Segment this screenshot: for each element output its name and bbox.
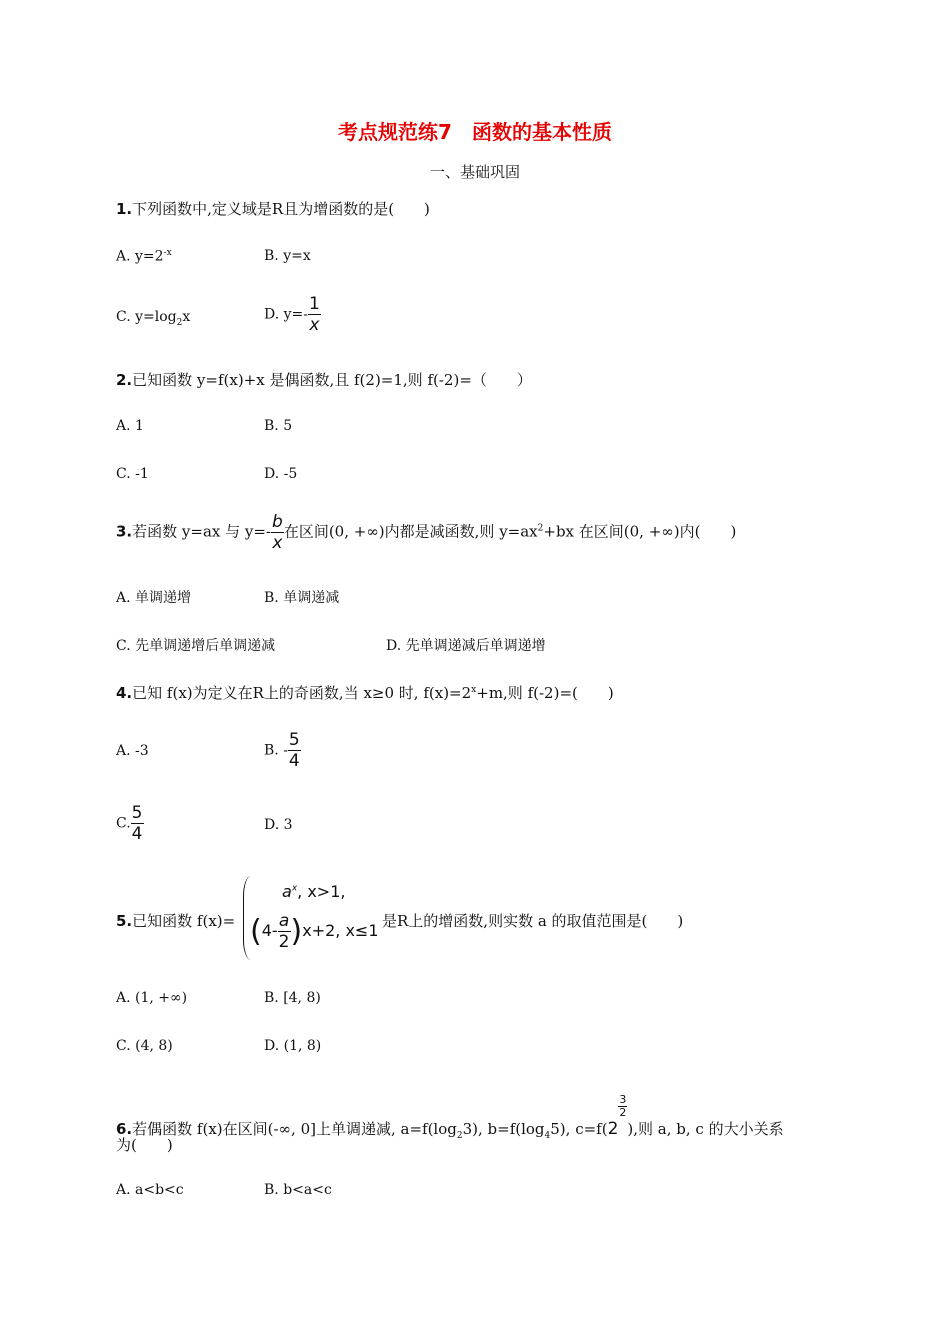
denominator: 2 [619, 1106, 627, 1119]
condition: , x>1, [297, 882, 346, 901]
section-heading: 一、基础巩固 [429, 163, 520, 181]
fraction [308, 294, 321, 335]
denominator: 4 [131, 824, 143, 844]
numerator: a [278, 911, 290, 931]
q2-option-d: D. -5 [264, 466, 298, 482]
question-5-stem-end: 是R上的增函数,则实数 a 的取值范围是( ) [382, 912, 684, 930]
q3-option-c: C. 先单调递增后单调递减 [116, 638, 276, 654]
option-text: B. - [264, 742, 288, 759]
question-stem: 已知函数 y=f(x)+x 是偶函数,且 f(2)=1,则 f(-2)=（ ） [132, 371, 532, 389]
numerator: 3 [619, 1093, 627, 1106]
question-stem: 若函数 y=ax 与 y=- [132, 522, 272, 541]
question-stem: 下列函数中,定义域是R且为增函数的是( ) [132, 200, 430, 218]
base: a [282, 882, 292, 901]
question-number: 2. [116, 371, 133, 389]
denominator: x [309, 315, 320, 335]
denominator: 2 [278, 932, 290, 952]
question-number: 6. [116, 1120, 133, 1138]
fraction [288, 730, 301, 771]
denominator: x [272, 533, 283, 553]
q4-option-c [116, 803, 144, 844]
q1-option-d [264, 294, 321, 335]
left-paren: ( [250, 914, 262, 949]
question-stem: +bx 在区间(0, +∞)内( ) [543, 522, 737, 541]
question-number: 4. [116, 684, 133, 702]
q5-option-c: C. (4, 8) [116, 1038, 173, 1054]
question-2 [116, 369, 532, 390]
question-stem: 5), c=f( [550, 1120, 608, 1138]
piecewise-case-2 [250, 911, 379, 952]
exponent-fraction [618, 1094, 627, 1119]
q5-option-d: D. (1, 8) [264, 1038, 322, 1054]
expression: 4- [261, 921, 278, 940]
question-stem: 已知 f(x)为定义在R上的奇函数,当 x≥0 时, f(x)=2 [132, 684, 472, 702]
question-number: 5. [116, 912, 133, 930]
fraction [271, 512, 284, 553]
q1-option-b: B. y=x [264, 248, 311, 264]
expression: x+2, x≤1 [302, 921, 379, 940]
q3-option-a: A. 单调递增 [116, 590, 192, 606]
question-stem: 已知函数 f(x)= [132, 912, 236, 930]
q4-option-d: D. 3 [264, 817, 293, 833]
question-stem: 在区间(0, +∞)内都是减函数,则 y=ax [283, 522, 538, 541]
numerator: 5 [131, 803, 143, 823]
q2-option-a: A. 1 [116, 418, 144, 434]
log-base: 4 [544, 1131, 551, 1141]
q6-option-b: B. b<a<c [264, 1182, 332, 1198]
q2-option-c: C. -1 [116, 466, 149, 482]
question-1 [116, 198, 430, 219]
question-stem: 3), b=f(log [462, 1120, 545, 1138]
option-text: x [182, 309, 191, 325]
page-title: 考点规范练7 函数的基本性质 [338, 120, 612, 144]
numerator: 5 [288, 730, 300, 750]
right-paren: ) [290, 914, 303, 949]
q3-option-b: B. 单调递减 [264, 590, 340, 606]
question-3 [116, 512, 736, 553]
question-number: 3. [116, 522, 133, 541]
numerator: 1 [309, 294, 320, 314]
q4-option-b [264, 730, 301, 771]
question-stem: +m,则 f(-2)=( ) [476, 684, 614, 702]
question-6-line-2: 为( ) [116, 1136, 173, 1154]
exponent: x [471, 685, 477, 695]
log-base: 2 [176, 317, 183, 328]
denominator: 4 [288, 751, 300, 771]
option-text: D. y=- [264, 306, 308, 323]
q4-option-a: A. -3 [116, 743, 149, 759]
fraction [131, 803, 144, 844]
piecewise-case-1 [282, 882, 345, 901]
log-base: 2 [456, 1131, 463, 1141]
question-4 [116, 682, 614, 703]
question-stem: 若偶函数 f(x)在区间(-∞, 0]上单调递减, a=f(log [132, 1120, 457, 1138]
q1-option-c [116, 309, 190, 328]
base: 2 [607, 1119, 619, 1139]
q3-option-d: D. 先单调递减后单调递增 [386, 638, 546, 654]
exponent: x [291, 883, 298, 894]
numerator: b [272, 512, 283, 532]
option-text: C. [116, 815, 131, 832]
question-number: 1. [116, 200, 133, 218]
fraction [278, 911, 291, 952]
question-5 [116, 910, 235, 931]
option-text: C. y=log [116, 309, 177, 325]
q5-option-a: A. (1, +∞) [116, 990, 188, 1006]
question-6 [116, 1094, 784, 1141]
exponent: -x [163, 248, 172, 258]
q5-option-b: B. [4, 8) [264, 990, 321, 1006]
question-stem: ),则 a, b, c 的大小关系 [627, 1120, 784, 1138]
exponent: 2 [537, 523, 544, 534]
q6-option-a: A. a<b<c [116, 1182, 184, 1198]
q2-option-b: B. 5 [264, 418, 293, 434]
q1-option-a [116, 248, 172, 265]
option-text: A. y=2 [116, 248, 164, 265]
